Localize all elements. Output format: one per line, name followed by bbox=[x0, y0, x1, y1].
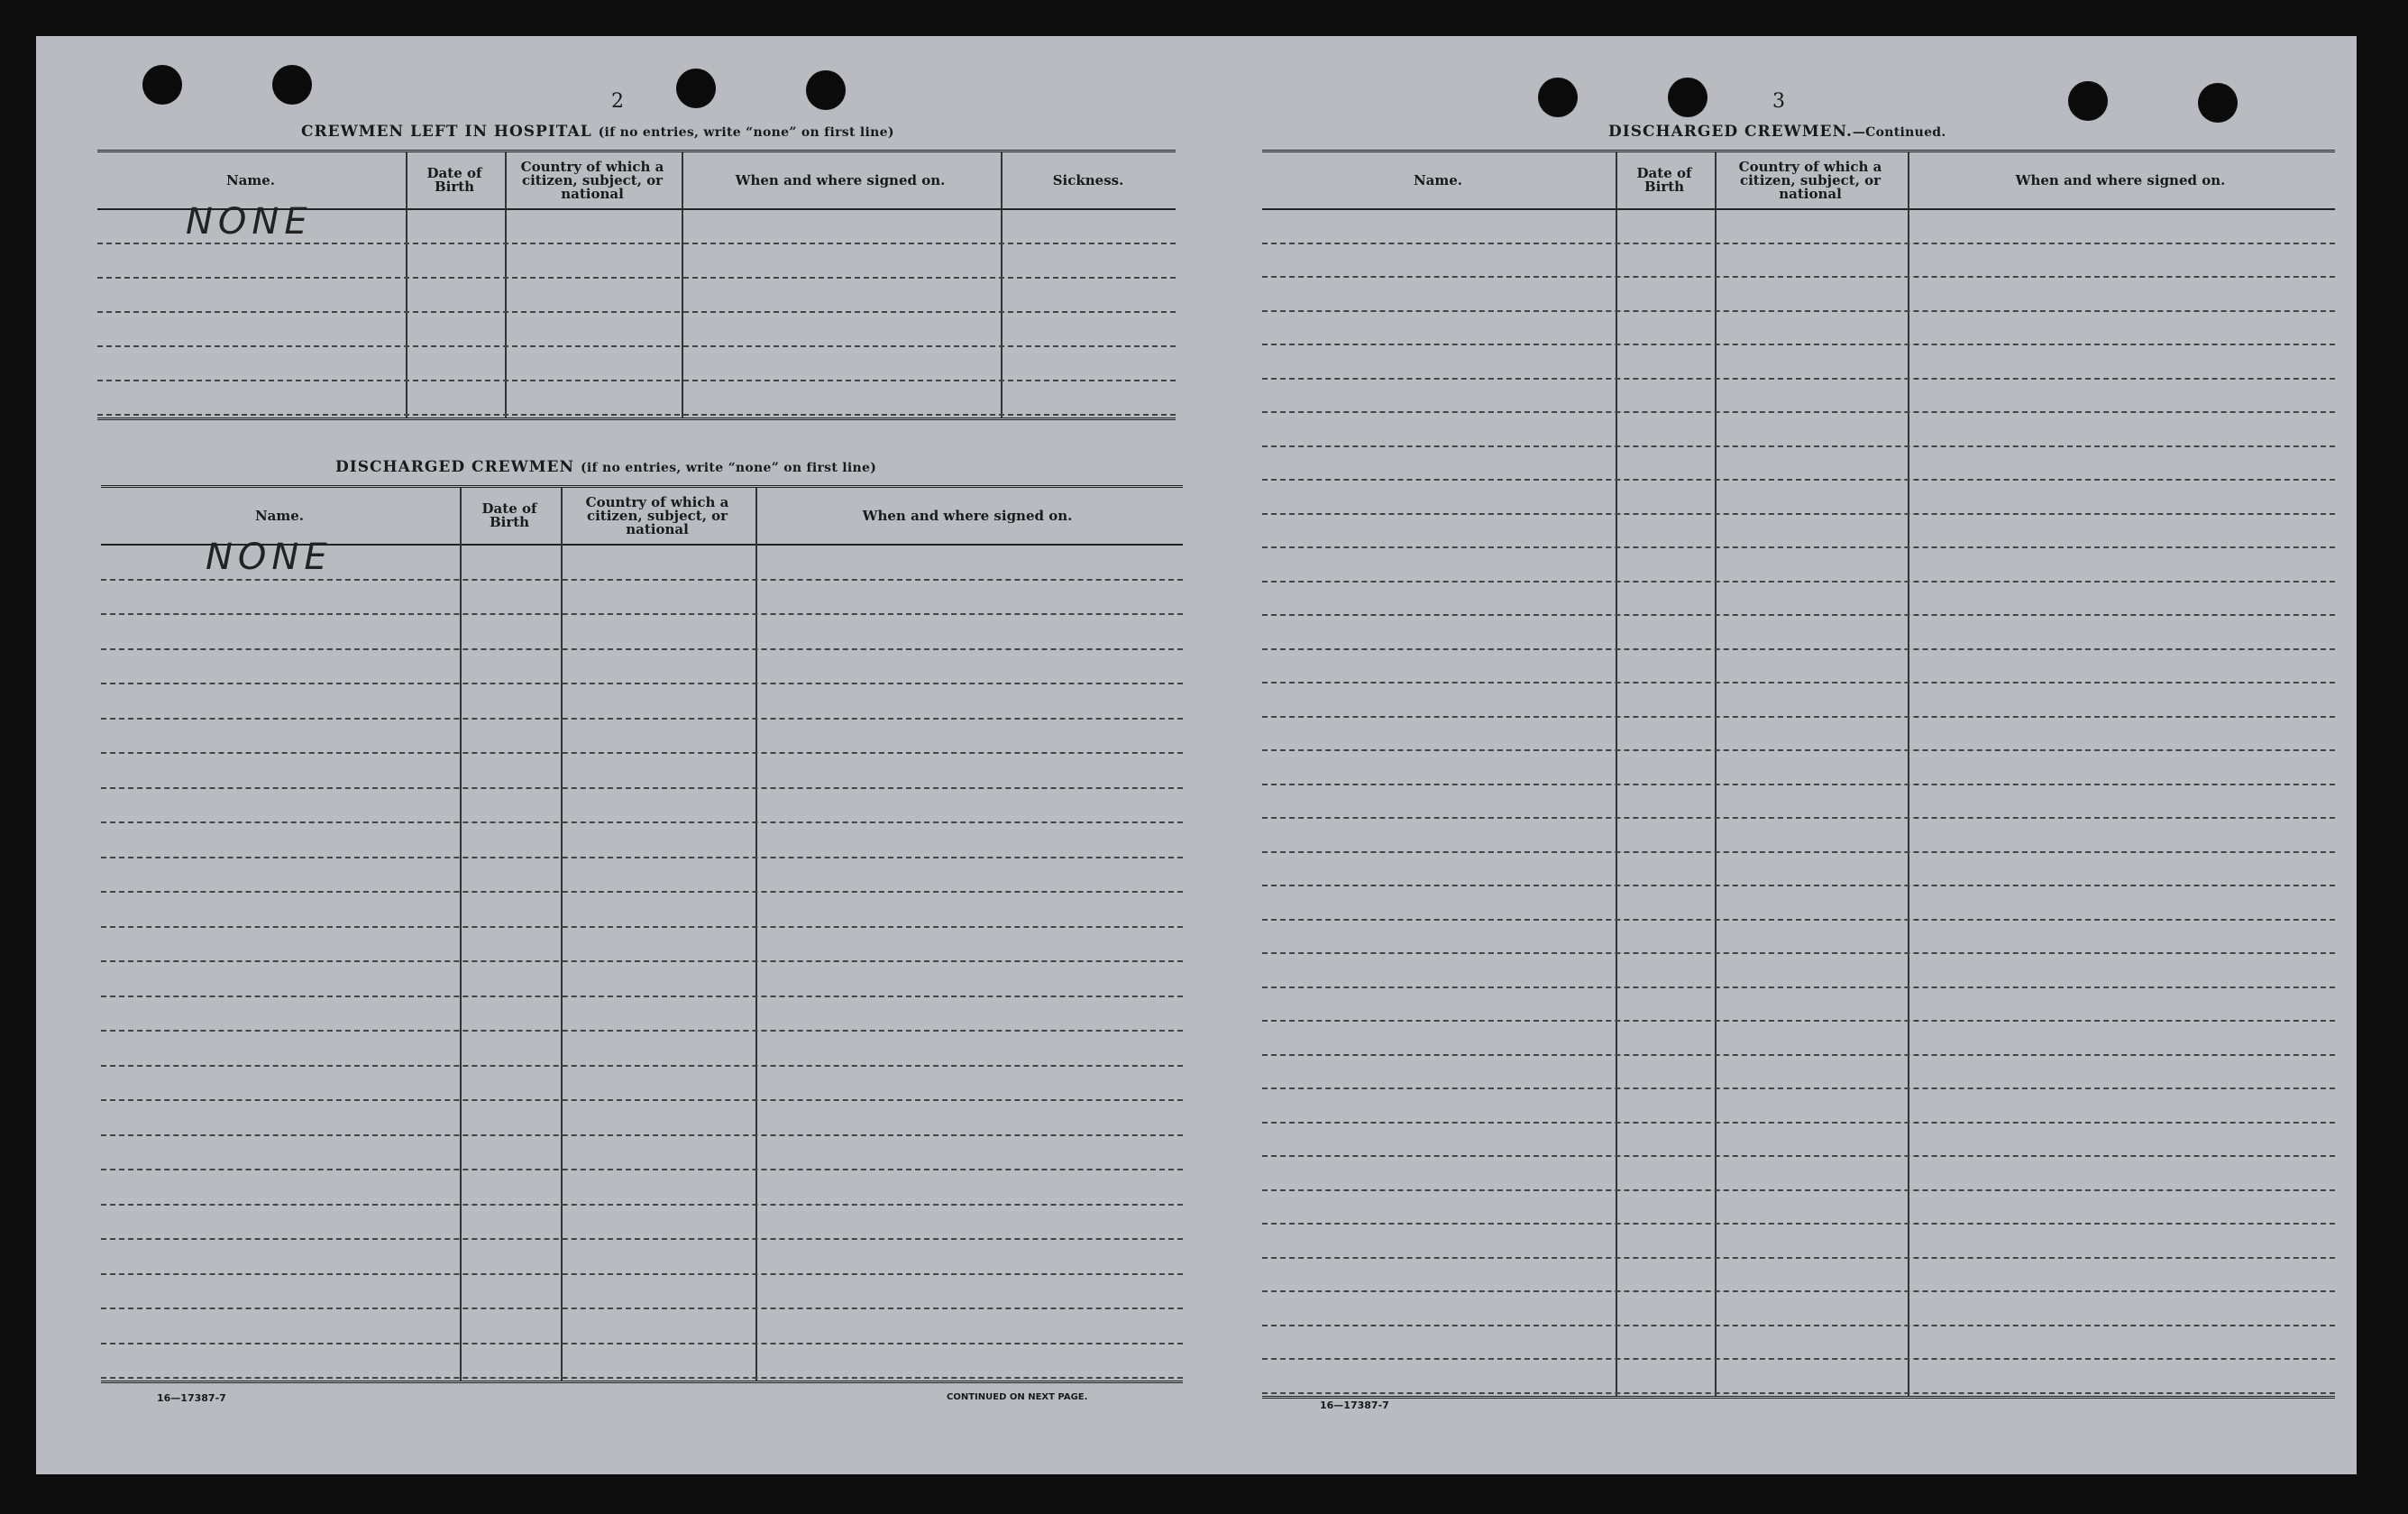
column-header: Name. bbox=[1413, 171, 1463, 188]
column-divider bbox=[406, 152, 407, 417]
table-row[interactable] bbox=[101, 1273, 1183, 1275]
punch-hole bbox=[2068, 81, 2108, 121]
column-divider bbox=[1001, 152, 1003, 417]
table-row[interactable] bbox=[1262, 1358, 2335, 1360]
table-row[interactable] bbox=[101, 1169, 1183, 1170]
table-row[interactable] bbox=[1262, 1087, 2335, 1089]
hospital-section-title bbox=[301, 123, 894, 141]
right-title-text: DISCHARGED CREWMEN. bbox=[1608, 123, 1853, 141]
discharged-table bbox=[101, 485, 1183, 1386]
column-divider bbox=[1908, 152, 1909, 1396]
table-row[interactable] bbox=[1262, 648, 2335, 650]
table-row[interactable] bbox=[1262, 513, 2335, 515]
punch-hole bbox=[272, 65, 312, 105]
discharged-title-note: (if no entries, write “none” on first line) bbox=[580, 461, 877, 475]
page-number-right: 3 bbox=[1772, 90, 1785, 113]
column-header: Country of which a citizen, subject, or national bbox=[520, 158, 664, 202]
table-row[interactable] bbox=[1262, 1189, 2335, 1191]
form-number-left: 16—17387-7 bbox=[157, 1392, 226, 1404]
table-row[interactable] bbox=[101, 683, 1183, 684]
handwritten-entry: NONE bbox=[186, 201, 313, 243]
table-row[interactable] bbox=[101, 579, 1183, 581]
table-row[interactable] bbox=[1262, 243, 2335, 244]
table-row[interactable] bbox=[101, 1030, 1183, 1032]
column-divider bbox=[561, 488, 563, 1381]
page-number-left: 2 bbox=[611, 90, 624, 113]
column-header: When and where signed on. bbox=[862, 507, 1073, 524]
form-number-right: 16—17387-7 bbox=[1320, 1399, 1389, 1411]
column-header: Name. bbox=[254, 507, 305, 524]
column-divider bbox=[682, 152, 683, 417]
table-row[interactable] bbox=[1262, 546, 2335, 548]
hospital-table bbox=[97, 150, 1176, 470]
table-row[interactable] bbox=[1262, 784, 2335, 785]
column-divider bbox=[1616, 152, 1617, 1396]
table-row[interactable] bbox=[101, 1343, 1183, 1344]
table-row[interactable] bbox=[1262, 445, 2335, 447]
punch-hole bbox=[142, 65, 182, 105]
table-row[interactable] bbox=[97, 414, 1176, 416]
column-header: Sickness. bbox=[1052, 171, 1124, 188]
column-divider bbox=[460, 488, 462, 1381]
table-row[interactable] bbox=[1262, 1020, 2335, 1022]
discharged-section-title bbox=[335, 458, 876, 476]
table-row[interactable] bbox=[97, 243, 1176, 244]
table-row[interactable] bbox=[101, 996, 1183, 997]
table-bottom-rule bbox=[101, 1381, 1183, 1383]
column-divider bbox=[1715, 152, 1717, 1396]
table-row[interactable] bbox=[1262, 851, 2335, 853]
table-row[interactable] bbox=[1262, 581, 2335, 583]
table-row[interactable] bbox=[1262, 952, 2335, 954]
table-row[interactable] bbox=[97, 345, 1176, 347]
table-row[interactable] bbox=[1262, 919, 2335, 921]
column-divider bbox=[505, 152, 507, 417]
punch-hole bbox=[806, 70, 846, 110]
discharged-continued-table bbox=[1262, 150, 2335, 1388]
column-header: Date of Birth bbox=[426, 165, 482, 195]
column-divider bbox=[755, 488, 757, 1381]
table-row[interactable] bbox=[1262, 817, 2335, 819]
table-row[interactable] bbox=[1262, 378, 2335, 380]
punch-hole bbox=[676, 69, 716, 108]
table-row[interactable] bbox=[101, 1204, 1183, 1206]
handwritten-entry: NONE bbox=[206, 537, 333, 578]
punch-hole bbox=[2198, 83, 2238, 123]
column-header: Country of which a citizen, subject, or national bbox=[1738, 158, 1882, 202]
table-row[interactable] bbox=[97, 380, 1176, 381]
table-row[interactable] bbox=[1262, 411, 2335, 413]
right-section-title bbox=[1608, 123, 1946, 141]
table-row[interactable] bbox=[101, 1308, 1183, 1309]
table-row[interactable] bbox=[101, 891, 1183, 893]
table-row[interactable] bbox=[1262, 716, 2335, 718]
ledger-sheet bbox=[36, 36, 2357, 1474]
table-row[interactable] bbox=[1262, 885, 2335, 886]
table-row[interactable] bbox=[1262, 1257, 2335, 1259]
table-row[interactable] bbox=[1262, 310, 2335, 312]
table-row[interactable] bbox=[97, 277, 1176, 279]
right-title-suffix: —Continued. bbox=[1852, 125, 1946, 140]
table-row[interactable] bbox=[1262, 1155, 2335, 1157]
punch-hole bbox=[1668, 78, 1708, 117]
table-row[interactable] bbox=[101, 787, 1183, 789]
continued-note: CONTINUED ON NEXT PAGE. bbox=[947, 1392, 1088, 1402]
table-row[interactable] bbox=[101, 613, 1183, 615]
table-row[interactable] bbox=[1262, 1122, 2335, 1124]
discharged-title-text: DISCHARGED CREWMEN bbox=[335, 458, 575, 476]
table-row[interactable] bbox=[1262, 682, 2335, 684]
hospital-title-text: CREWMEN LEFT IN HOSPITAL bbox=[301, 123, 592, 141]
column-header: Name. bbox=[225, 171, 276, 188]
table-row[interactable] bbox=[101, 1377, 1183, 1379]
table-bottom-rule bbox=[1262, 1396, 2335, 1399]
table-row[interactable] bbox=[1262, 1223, 2335, 1225]
table-row[interactable] bbox=[1262, 614, 2335, 616]
table-row[interactable] bbox=[101, 926, 1183, 928]
column-header: Date of Birth bbox=[1636, 165, 1692, 195]
column-header: Country of which a citizen, subject, or national bbox=[585, 493, 729, 537]
table-row[interactable] bbox=[101, 648, 1183, 650]
table-row[interactable] bbox=[1262, 344, 2335, 345]
column-header: When and where signed on. bbox=[735, 171, 946, 188]
table-row[interactable] bbox=[1262, 1054, 2335, 1056]
table-row[interactable] bbox=[101, 1238, 1183, 1240]
table-row[interactable] bbox=[101, 1099, 1183, 1101]
table-row[interactable] bbox=[1262, 986, 2335, 988]
table-row[interactable] bbox=[1262, 1290, 2335, 1292]
table-row[interactable] bbox=[101, 1134, 1183, 1136]
table-row[interactable] bbox=[1262, 749, 2335, 751]
hospital-title-note: (if no entries, write “none” on first line) bbox=[598, 125, 894, 140]
table-row[interactable] bbox=[1262, 1325, 2335, 1326]
table-row[interactable] bbox=[1262, 276, 2335, 278]
table-row[interactable] bbox=[101, 1065, 1183, 1067]
table-row[interactable] bbox=[1262, 479, 2335, 481]
table-row[interactable] bbox=[101, 857, 1183, 858]
table-row[interactable] bbox=[1262, 1392, 2335, 1394]
column-header: When and where signed on. bbox=[2015, 171, 2226, 188]
table-row[interactable] bbox=[101, 821, 1183, 823]
table-row[interactable] bbox=[101, 718, 1183, 720]
table-bottom-rule bbox=[97, 417, 1176, 420]
table-row[interactable] bbox=[101, 752, 1183, 754]
table-row[interactable] bbox=[101, 960, 1183, 962]
table-row[interactable] bbox=[97, 311, 1176, 313]
column-header: Date of Birth bbox=[481, 500, 537, 530]
punch-hole bbox=[1538, 78, 1578, 117]
